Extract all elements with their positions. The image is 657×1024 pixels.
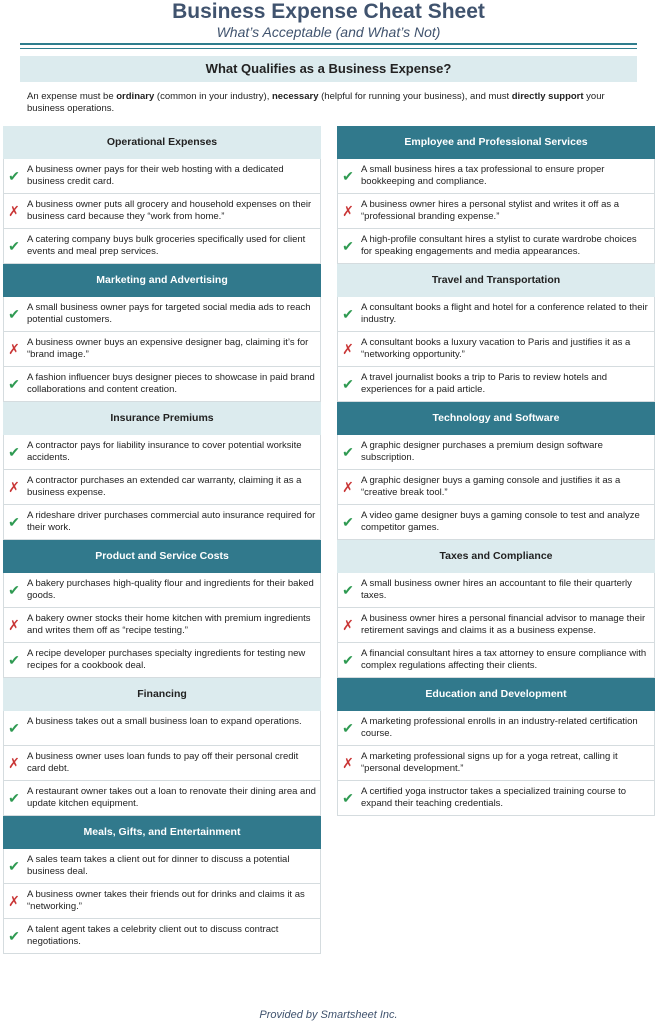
example-row bbox=[337, 608, 655, 643]
section-meals-gifts-and-entertainment bbox=[3, 816, 321, 954]
cross-icon: ✗ bbox=[342, 617, 354, 633]
cross-icon: ✗ bbox=[8, 479, 20, 495]
checkmark-icon: ✔ bbox=[342, 444, 354, 460]
section-header: Education and Development bbox=[337, 678, 655, 711]
checkmark-icon: ✔ bbox=[342, 652, 354, 668]
intro-part: (common in your industry), bbox=[154, 91, 272, 102]
intro-bold: directly support bbox=[511, 91, 584, 102]
section-employee-and-professional-services bbox=[337, 126, 655, 264]
example-text: A business owner hires a personal stylist and writes it off as a “professional branding expense.” bbox=[361, 199, 620, 222]
intro-part: (helpful for running your business), and must bbox=[318, 91, 512, 102]
example-row bbox=[337, 781, 655, 816]
example-text: A small business owner pays for targeted social media ads to reach potential customers. bbox=[27, 302, 311, 325]
section-taxes-and-compliance bbox=[337, 540, 655, 678]
example-row bbox=[337, 367, 655, 402]
example-text: A marketing professional enrolls in an industry-related certification course. bbox=[361, 716, 638, 739]
checkmark-icon: ✔ bbox=[342, 514, 354, 530]
example-row bbox=[337, 643, 655, 678]
section-header: Meals, Gifts, and Entertainment bbox=[3, 816, 321, 849]
checkmark-icon: ✔ bbox=[8, 444, 20, 460]
section-financing bbox=[3, 678, 321, 816]
example-text: A business owner hires a personal financial advisor to manage their retirement savings and claims it as a business expense. bbox=[361, 613, 646, 636]
section-header: Financing bbox=[3, 678, 321, 711]
example-row bbox=[337, 229, 655, 264]
cross-icon: ✗ bbox=[8, 203, 20, 219]
checkmark-icon: ✔ bbox=[342, 790, 354, 806]
example-text: A business owner pays for their web hosting with a dedicated business credit card. bbox=[27, 164, 284, 187]
intro-text bbox=[27, 91, 637, 115]
right-column bbox=[337, 126, 655, 816]
checkmark-icon: ✔ bbox=[8, 790, 20, 806]
example-row bbox=[3, 573, 321, 608]
section-operational-expenses bbox=[3, 126, 321, 264]
example-text: A certified yoga instructor takes a specialized training course to expand their teaching credentials. bbox=[361, 786, 627, 809]
example-text: A talent agent takes a celebrity client out to discuss contract negotiations. bbox=[27, 924, 279, 947]
checkmark-icon: ✔ bbox=[8, 376, 20, 392]
section-product-and-service-costs bbox=[3, 540, 321, 678]
section-header: Travel and Transportation bbox=[337, 264, 655, 297]
section-header: Employee and Professional Services bbox=[337, 126, 655, 159]
example-row bbox=[3, 643, 321, 678]
example-text: A small business owner hires an accountant to file their quarterly taxes. bbox=[361, 578, 632, 601]
section-travel-and-transportation bbox=[337, 264, 655, 402]
example-text: A business takes out a small business loan to expand operations. bbox=[27, 716, 302, 727]
checkmark-icon: ✔ bbox=[342, 376, 354, 392]
example-text: A small business hires a tax professional to ensure proper bookkeeping and compliance. bbox=[361, 164, 605, 187]
example-text: A video game designer buys a gaming console to test and analyze competitor games. bbox=[361, 510, 640, 533]
checkmark-icon: ✔ bbox=[8, 720, 20, 736]
cross-icon: ✗ bbox=[342, 341, 354, 357]
example-row bbox=[337, 194, 655, 229]
divider bbox=[20, 43, 637, 45]
example-text: A sales team takes a client out for dinner to discuss a potential business deal. bbox=[27, 854, 290, 877]
example-text: A contractor purchases an extended car warranty, claiming it as a business expense. bbox=[27, 475, 302, 498]
section-header: Insurance Premiums bbox=[3, 402, 321, 435]
cross-icon: ✗ bbox=[8, 755, 20, 771]
divider bbox=[20, 48, 637, 49]
example-row bbox=[3, 229, 321, 264]
example-row bbox=[337, 505, 655, 540]
example-row bbox=[3, 297, 321, 332]
example-row bbox=[3, 194, 321, 229]
section-header: Operational Expenses bbox=[3, 126, 321, 159]
section-header: Taxes and Compliance bbox=[337, 540, 655, 573]
example-text: A consultant books a luxury vacation to Paris and justifies it as a “networking opportunity.” bbox=[361, 337, 631, 360]
example-row bbox=[3, 781, 321, 816]
example-row bbox=[3, 367, 321, 402]
cross-icon: ✗ bbox=[342, 479, 354, 495]
checkmark-icon: ✔ bbox=[342, 582, 354, 598]
section-education-and-development bbox=[337, 678, 655, 816]
example-text: A recipe developer purchases specialty ingredients for testing new recipes for a cookbook deal. bbox=[27, 648, 306, 671]
example-text: A financial consultant hires a tax attorney to ensure compliance with complex regulations affecting their clients. bbox=[361, 648, 647, 671]
cross-icon: ✗ bbox=[8, 893, 20, 909]
section-technology-and-software bbox=[337, 402, 655, 540]
example-row bbox=[337, 159, 655, 194]
section-header: Product and Service Costs bbox=[3, 540, 321, 573]
footer-credit: Provided by Smartsheet Inc. bbox=[259, 1009, 398, 1021]
section-header: Marketing and Advertising bbox=[3, 264, 321, 297]
example-row bbox=[3, 435, 321, 470]
example-row bbox=[337, 297, 655, 332]
example-text: A graphic designer buys a gaming console and justifies it as a “creative break tool.” bbox=[361, 475, 621, 498]
cross-icon: ✗ bbox=[8, 617, 20, 633]
checkmark-icon: ✔ bbox=[342, 306, 354, 322]
section-insurance-premiums bbox=[3, 402, 321, 540]
example-row bbox=[3, 505, 321, 540]
example-text: A bakery purchases high-quality flour and ingredients for their baked goods. bbox=[27, 578, 314, 601]
example-row bbox=[3, 746, 321, 781]
section-marketing-and-advertising bbox=[3, 264, 321, 402]
checkmark-icon: ✔ bbox=[8, 582, 20, 598]
example-text: A fashion influencer buys designer pieces to showcase in paid brand collaborations and content creation. bbox=[27, 372, 315, 395]
checkmark-icon: ✔ bbox=[8, 306, 20, 322]
example-text: A high-profile consultant hires a stylist to curate wardrobe choices for speaking engagements and media appearances. bbox=[361, 234, 637, 257]
example-text: A business owner buys an expensive designer bag, claiming it’s for “brand image.” bbox=[27, 337, 309, 360]
example-row bbox=[3, 919, 321, 954]
checkmark-icon: ✔ bbox=[342, 168, 354, 184]
checkmark-icon: ✔ bbox=[8, 238, 20, 254]
intro-bold: necessary bbox=[272, 91, 319, 102]
intro-part: An expense must be bbox=[27, 91, 117, 102]
checkmark-icon: ✔ bbox=[8, 858, 20, 874]
example-text: A business owner takes their friends out for drinks and claims it as “networking.” bbox=[27, 889, 305, 912]
checkmark-icon: ✔ bbox=[8, 928, 20, 944]
intro-part: your business operations. bbox=[27, 91, 605, 114]
example-row bbox=[337, 435, 655, 470]
example-row bbox=[3, 159, 321, 194]
qualifies-banner: What Qualifies as a Business Expense? bbox=[20, 56, 637, 82]
example-row bbox=[337, 332, 655, 367]
example-row bbox=[3, 849, 321, 884]
example-row bbox=[337, 746, 655, 781]
example-text: A marketing professional signs up for a yoga retreat, calling it “personal development.” bbox=[361, 751, 618, 774]
checkmark-icon: ✔ bbox=[8, 168, 20, 184]
checkmark-icon: ✔ bbox=[8, 652, 20, 668]
left-column bbox=[3, 126, 321, 954]
page-subtitle: What’s Acceptable (and What’s Not) bbox=[216, 24, 441, 40]
example-row bbox=[3, 711, 321, 746]
example-row bbox=[337, 711, 655, 746]
example-text: A catering company buys bulk groceries specifically used for client events and meal prep services. bbox=[27, 234, 306, 257]
example-text: A consultant books a flight and hotel for a conference related to their industry. bbox=[361, 302, 648, 325]
example-text: A restaurant owner takes out a loan to renovate their dining area and update kitchen equipment. bbox=[27, 786, 316, 809]
example-text: A business owner uses loan funds to pay off their personal credit card debt. bbox=[27, 751, 299, 774]
example-text: A rideshare driver purchases commercial auto insurance required for their work. bbox=[27, 510, 316, 533]
example-text: A contractor pays for liability insurance to cover potential worksite accidents. bbox=[27, 440, 302, 463]
example-text: A bakery owner stocks their home kitchen with premium ingredients and writes them off as “recipe testing.” bbox=[27, 613, 311, 636]
example-row bbox=[3, 608, 321, 643]
example-row bbox=[337, 573, 655, 608]
cross-icon: ✗ bbox=[8, 341, 20, 357]
intro-bold: ordinary bbox=[116, 91, 155, 102]
checkmark-icon: ✔ bbox=[342, 238, 354, 254]
example-text: A travel journalist books a trip to Paris to review hotels and experiences for a paid article. bbox=[361, 372, 608, 395]
example-row bbox=[3, 884, 321, 919]
page-title: Business Expense Cheat Sheet bbox=[172, 0, 485, 23]
example-text: A graphic designer purchases a premium design software subscription. bbox=[361, 440, 603, 463]
cross-icon: ✗ bbox=[342, 203, 354, 219]
example-text: A business owner puts all grocery and household expenses on their business card because they “work from home.” bbox=[27, 199, 312, 222]
cross-icon: ✗ bbox=[342, 755, 354, 771]
example-row bbox=[337, 470, 655, 505]
example-row bbox=[3, 470, 321, 505]
example-row bbox=[3, 332, 321, 367]
checkmark-icon: ✔ bbox=[342, 720, 354, 736]
checkmark-icon: ✔ bbox=[8, 514, 20, 530]
section-header: Technology and Software bbox=[337, 402, 655, 435]
